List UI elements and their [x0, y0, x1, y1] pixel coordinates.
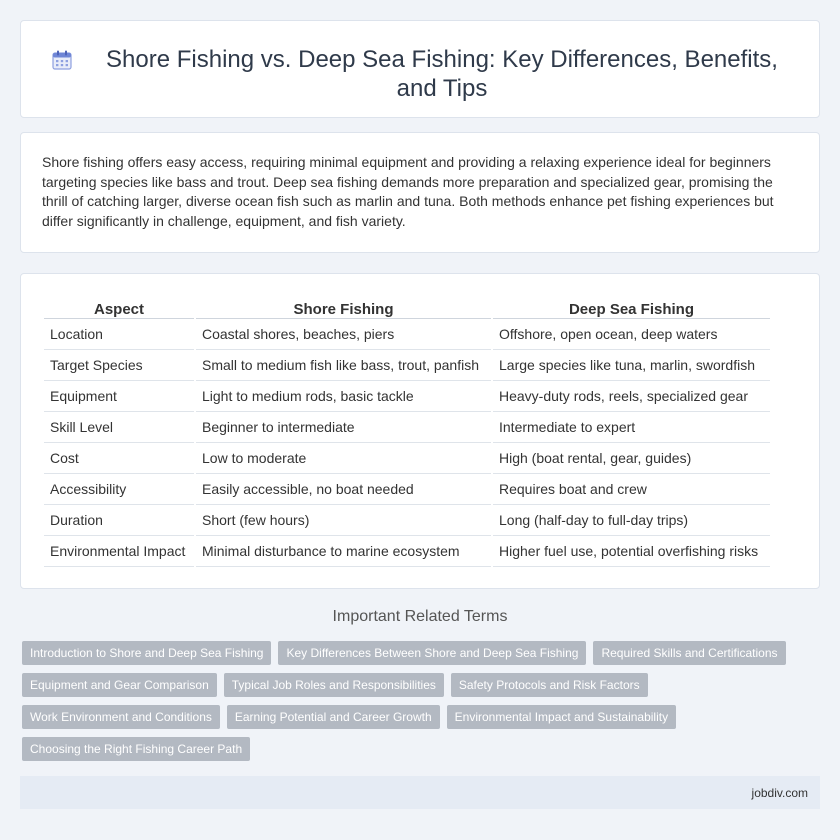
table-cell: Short (few hours) — [196, 505, 491, 536]
comparison-table — [42, 295, 772, 567]
related-term-tag[interactable]: Required Skills and Certifications — [593, 641, 785, 665]
related-term-tag[interactable]: Environmental Impact and Sustainability — [447, 705, 676, 729]
table-cell: Environmental Impact — [44, 536, 194, 567]
related-term-tag[interactable]: Introduction to Shore and Deep Sea Fishing — [22, 641, 271, 665]
header-card — [20, 20, 820, 118]
table-cell: Coastal shores, beaches, piers — [196, 319, 491, 350]
column-header-deep-sea-fishing: Deep Sea Fishing — [493, 295, 770, 319]
table-cell: Higher fuel use, potential overfishing risks — [493, 536, 770, 567]
calendar-icon — [51, 49, 73, 71]
table-header-row — [44, 295, 770, 319]
related-term-tag[interactable]: Safety Protocols and Risk Factors — [451, 673, 648, 697]
related-term-tag[interactable]: Work Environment and Conditions — [22, 705, 220, 729]
table-cell: Cost — [44, 443, 194, 474]
table-cell: Easily accessible, no boat needed — [196, 474, 491, 505]
table-row — [44, 381, 770, 412]
related-term-tag[interactable]: Choosing the Right Fishing Career Path — [22, 737, 250, 761]
related-term-tag[interactable]: Equipment and Gear Comparison — [22, 673, 217, 697]
table-row — [44, 319, 770, 350]
related-terms-title: Important Related Terms — [332, 608, 508, 625]
table-cell: Minimal disturbance to marine ecosystem — [196, 536, 491, 567]
table-cell: Equipment — [44, 381, 194, 412]
page-title: Shore Fishing vs. Deep Sea Fishing: Key Differences, Benefits, and Tips — [106, 46, 778, 102]
table-cell: Beginner to intermediate — [196, 412, 491, 443]
table-cell: Low to moderate — [196, 443, 491, 474]
column-header-shore-fishing: Shore Fishing — [196, 295, 491, 319]
table-row — [44, 536, 770, 567]
table-cell: High (boat rental, gear, guides) — [493, 443, 770, 474]
related-term-tag[interactable]: Typical Job Roles and Responsibilities — [224, 673, 444, 697]
table-cell: Heavy-duty rods, reels, specialized gear — [493, 381, 770, 412]
table-cell: Intermediate to expert — [493, 412, 770, 443]
table-cell: Accessibility — [44, 474, 194, 505]
table-row — [44, 474, 770, 505]
table-cell: Requires boat and crew — [493, 474, 770, 505]
table-row — [44, 505, 770, 536]
table-cell: Large species like tuna, marlin, swordfish — [493, 350, 770, 381]
footer — [20, 776, 820, 809]
table-cell: Light to medium rods, basic tackle — [196, 381, 491, 412]
related-term-tag[interactable]: Key Differences Between Shore and Deep Sea Fishing — [278, 641, 586, 665]
table-cell: Duration — [44, 505, 194, 536]
comparison-table-card — [20, 273, 820, 589]
table-cell: Target Species — [44, 350, 194, 381]
table-cell: Offshore, open ocean, deep waters — [493, 319, 770, 350]
table-cell: Location — [44, 319, 194, 350]
table-row — [44, 412, 770, 443]
intro-card — [20, 132, 820, 253]
column-header-aspect: Aspect — [44, 295, 194, 319]
table-cell: Small to medium fish like bass, trout, panfish — [196, 350, 491, 381]
related-terms-list — [22, 641, 812, 761]
footer-site-link[interactable]: jobdiv.com — [751, 785, 808, 800]
table-cell: Skill Level — [44, 412, 194, 443]
table-row — [44, 443, 770, 474]
related-term-tag[interactable]: Earning Potential and Career Growth — [227, 705, 440, 729]
table-row — [44, 350, 770, 381]
table-cell: Long (half-day to full-day trips) — [493, 505, 770, 536]
intro-paragraph: Shore fishing offers easy access, requiring minimal equipment and providing a relaxing experience ideal for beginners targeting species like bass and trout. Deep sea fishing demands more preparation and specialized gear, promising the thrill of catching larger, diverse ocean fish such as marlin and tuna. Both methods enhance pet fishing experiences but differ significantly in challenge, equipment, and fish variety. — [42, 154, 774, 229]
